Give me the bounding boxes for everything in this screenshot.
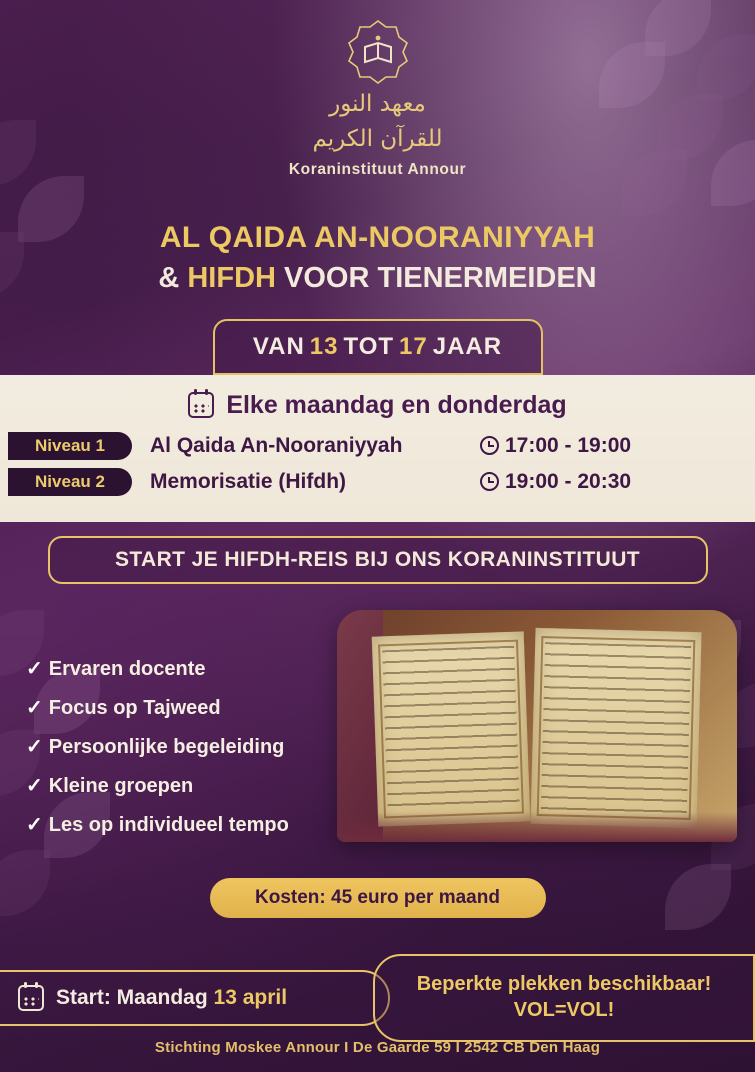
age-prefix: VAN [252,332,305,360]
age-middle: TOT [343,332,395,360]
clock-icon [480,436,499,455]
title-rest: VOOR TIENERMEIDEN [275,261,597,294]
course-name: Memorisatie (Hifdh) [150,469,347,493]
start-date-text [56,986,287,1010]
course-time-text: 19:00 - 20:30 [505,469,632,493]
price-badge: Kosten: 45 euro per maand [210,878,546,918]
title-line-1: AL QAIDA AN-NOORANIYYAH [159,220,596,254]
age-suffix: JAAR [432,332,503,360]
limited-line-2: VOL=VOL! [513,999,615,1021]
feature-text: Kleine groepen [48,774,194,797]
title-line-2 [0,262,755,295]
check-mark-icon: ✓ [26,657,43,680]
schedule-band [0,375,755,522]
brand-arabic-line2: للقرآن الكريم [312,125,443,152]
schedule-rows [0,432,755,496]
age-badge [213,319,543,375]
limited-line-1: Beperkte plekken beschikbaar! [416,973,712,995]
limited-spots-box [373,954,755,1042]
course-time [480,434,631,458]
check-mark-icon: ✓ [26,696,43,719]
footer-address: Stichting Moskee Annour I De Gaarde 59 I 2542 CB Den Haag [154,1039,601,1056]
schedule-row [8,468,747,496]
brand-header [0,0,755,179]
check-mark-icon: ✓ [26,774,43,797]
features-list [26,650,289,845]
start-date-box [0,970,390,1026]
feature-text: Ervaren docente [48,657,206,680]
level-badge: Niveau 2 [8,468,132,496]
course-time [480,470,631,494]
list-item [26,806,289,845]
features-and-photo [0,618,755,858]
check-mark-icon: ✓ [26,813,43,836]
feature-text: Les op individueel tempo [48,813,289,836]
calendar-icon [188,392,214,418]
feature-text: Persoonlijke begeleiding [48,735,285,758]
course-name: Al Qaida An-Nooraniyyah [150,433,403,457]
cta-banner: START JE HIFDH-REIS BIJ ONS KORANINSTITUUT [48,536,708,584]
schedule-heading [0,391,755,420]
age-to: 17 [399,332,428,360]
start-date-value: 13 april [213,985,288,1009]
course-time-text: 17:00 - 19:00 [505,433,632,457]
list-item [26,767,289,806]
list-item [26,650,289,689]
feature-text: Focus op Tajweed [48,696,221,719]
quran-book-icon [345,18,411,84]
level-badge: Niveau 1 [8,432,132,460]
check-mark-icon: ✓ [26,735,43,758]
brand-name: Koraninstituut Annour [288,160,467,178]
list-item [26,689,289,728]
start-prefix: Start: Maandag [56,985,214,1009]
schedule-row [8,432,747,460]
age-from: 13 [309,332,339,360]
title-block [0,221,755,295]
bottom-row [0,960,755,1046]
brand-arabic-line1: معهد النور [329,91,426,117]
clock-icon [480,472,499,491]
title-ampersand: & [158,261,188,294]
open-quran-photo [337,610,737,842]
title-hifdh: HIFDH [187,261,276,294]
calendar-icon [18,985,44,1011]
schedule-heading-text: Elke maandag en donderdag [226,390,567,419]
list-item [26,728,289,767]
